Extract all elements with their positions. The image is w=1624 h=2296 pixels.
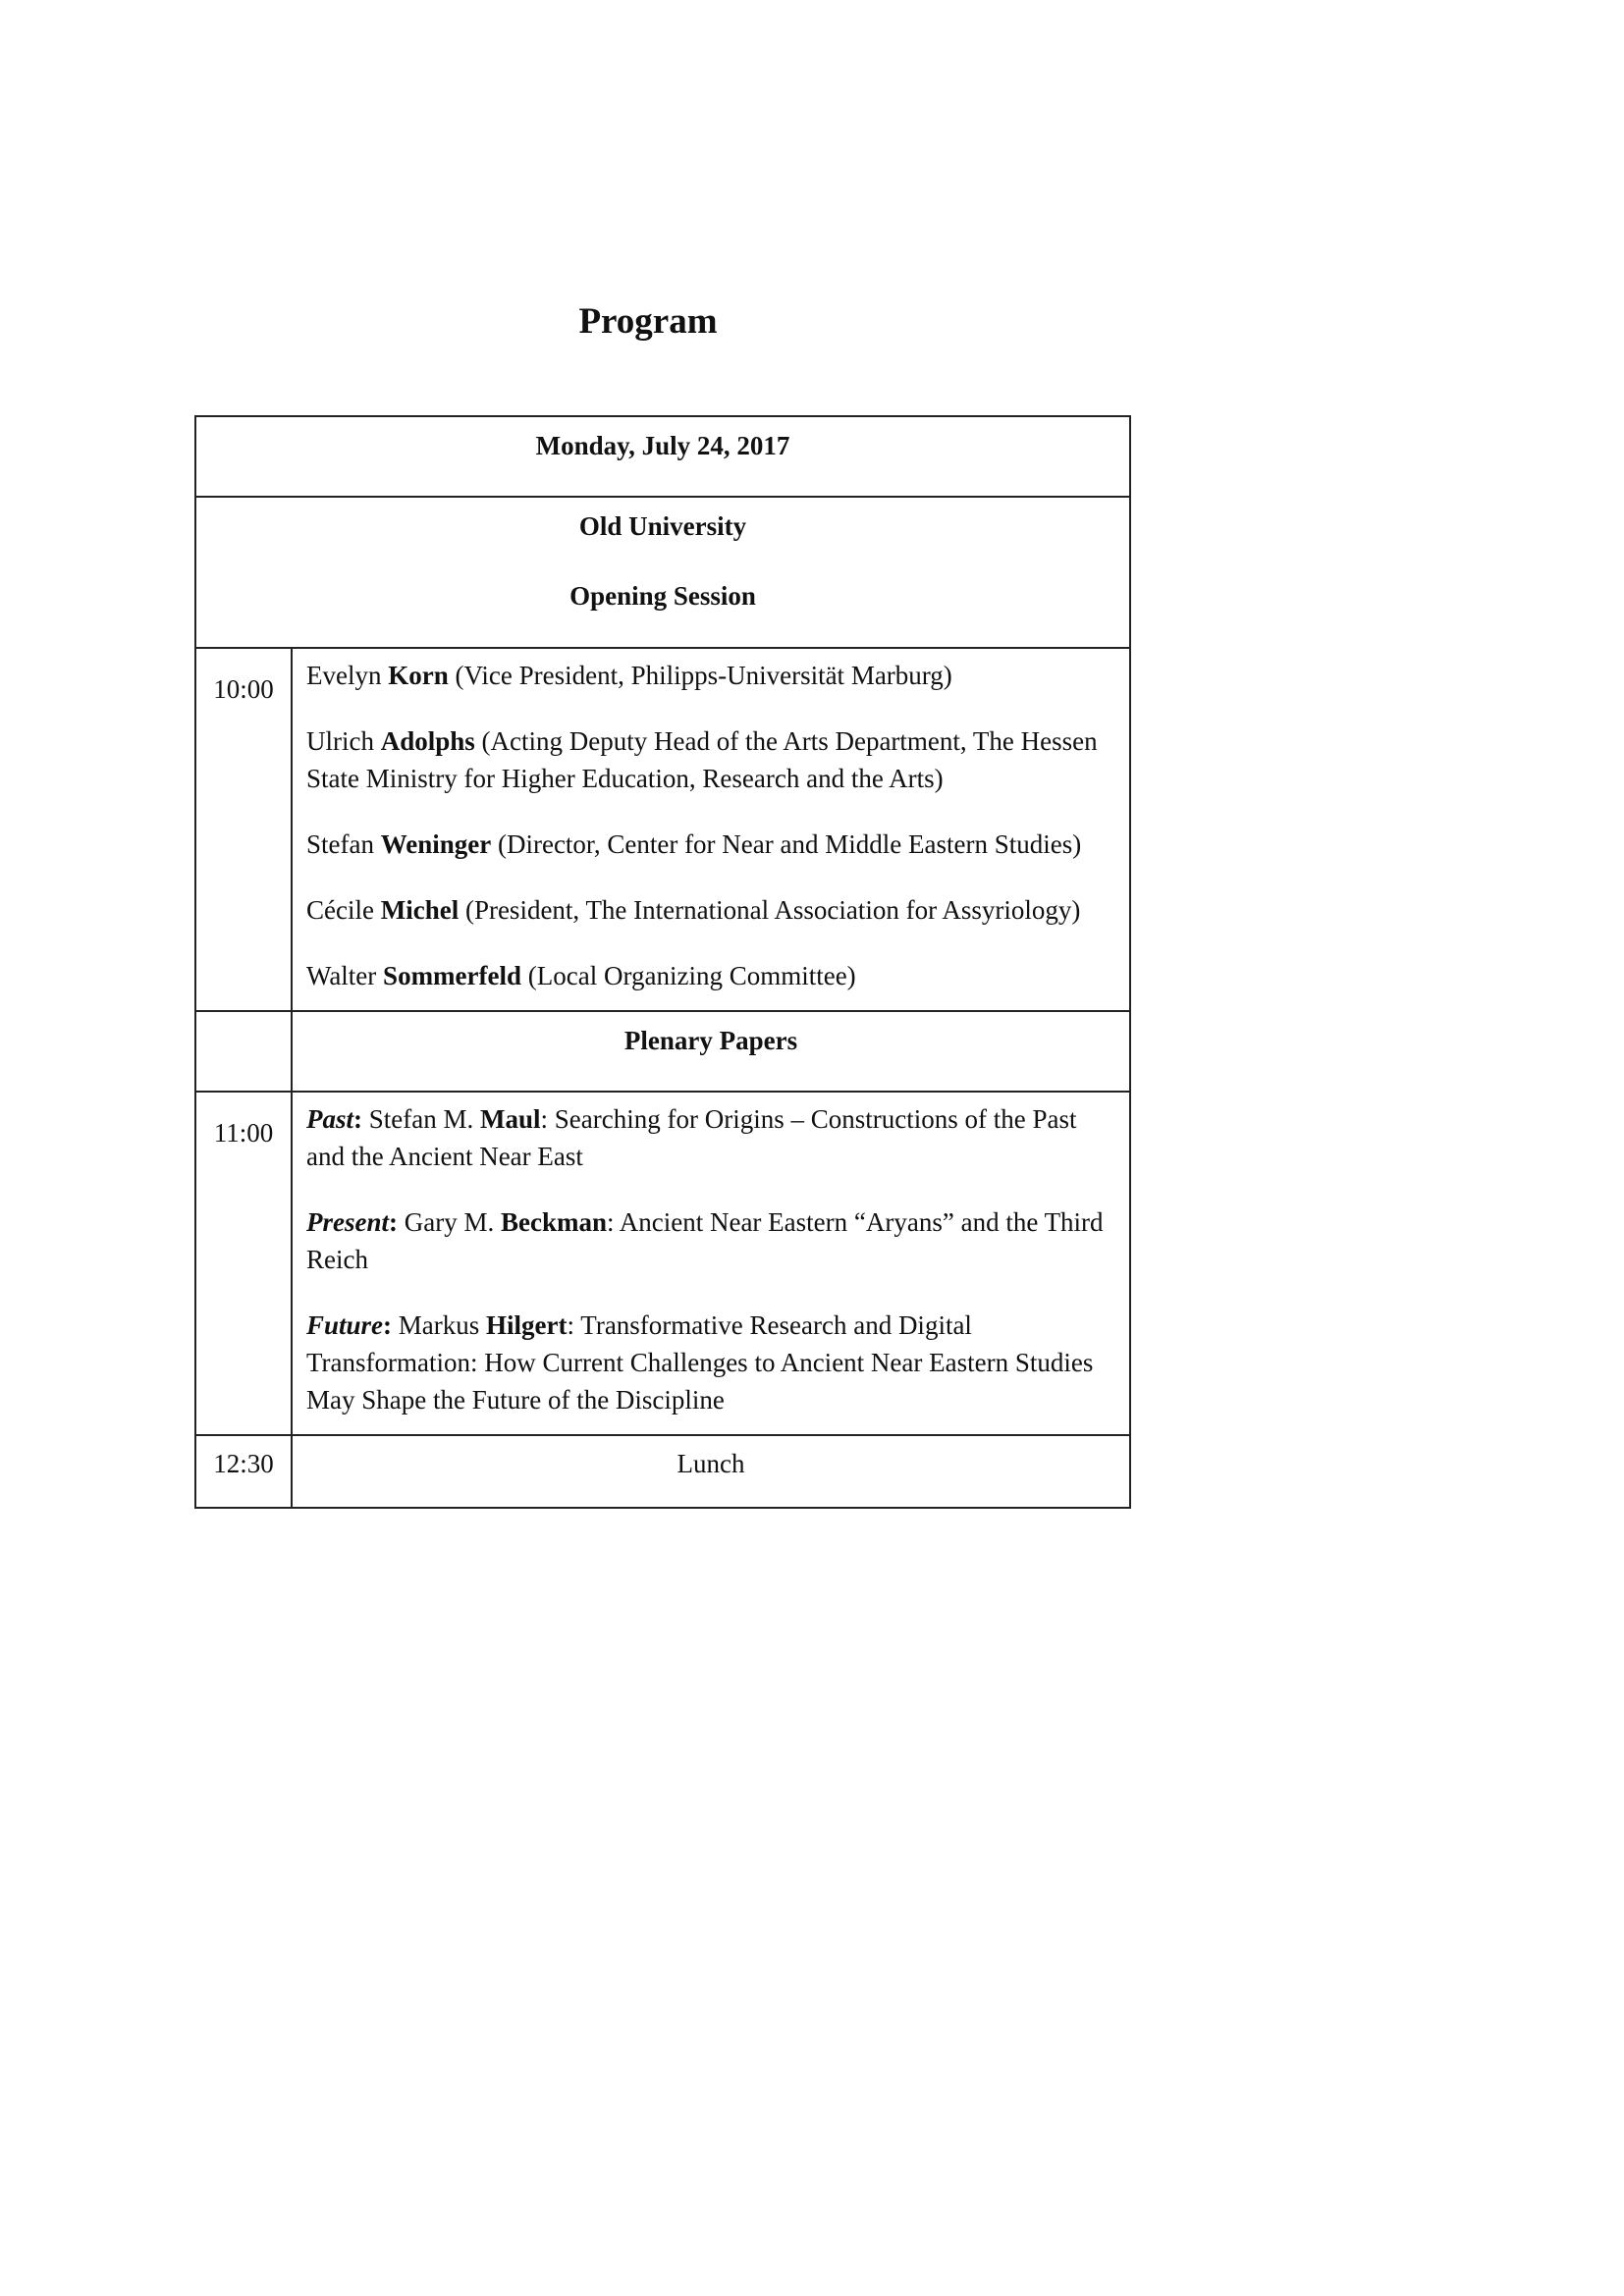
paper-entry: Future: Markus Hilgert: Transformative Research and Digital Transformation: How Current Challenges to Ancient Near Eastern Studies May Shape the Future of the Discipline bbox=[306, 1310, 1094, 1415]
venue-row bbox=[195, 497, 1130, 648]
session-name: Opening Session bbox=[569, 581, 756, 611]
speaker-entry: Stefan Weninger (Director, Center for Near and Middle Eastern Studies) bbox=[306, 829, 1082, 859]
paper-entry: Present: Gary M. Beckman: Ancient Near Eastern “Aryans” and the Third Reich bbox=[306, 1207, 1104, 1274]
lunch-time: 12:30 bbox=[195, 1435, 292, 1508]
speaker-entry: Evelyn Korn (Vice President, Philipps-Universität Marburg) bbox=[306, 661, 952, 690]
program-table bbox=[194, 415, 1131, 1509]
plenary-papers bbox=[292, 1092, 1130, 1435]
blank-time-cell bbox=[195, 1011, 292, 1092]
page-title: Program bbox=[578, 301, 718, 342]
opening-speakers bbox=[292, 648, 1130, 1011]
venue-name: Old University bbox=[578, 511, 747, 541]
plenary-heading: Plenary Papers bbox=[292, 1011, 1130, 1092]
lunch-label: Lunch bbox=[292, 1435, 1130, 1508]
plenary-row bbox=[195, 1092, 1130, 1435]
speaker-entry: Walter Sommerfeld (Local Organizing Committee) bbox=[306, 961, 856, 990]
opening-row bbox=[195, 648, 1130, 1011]
paper-entry: Past: Stefan M. Maul: Searching for Origins – Constructions of the Past and the Ancient Near East bbox=[306, 1104, 1077, 1171]
speaker-entry: Ulrich Adolphs (Acting Deputy Head of the Arts Department, The Hessen State Ministry for Higher Education, Research and the Arts) bbox=[306, 726, 1098, 793]
venue-heading bbox=[195, 497, 1130, 648]
lunch-row bbox=[195, 1435, 1130, 1508]
speaker-entry: Cécile Michel (President, The International Association for Assyriology) bbox=[306, 895, 1081, 925]
plenary-time: 11:00 bbox=[195, 1092, 292, 1435]
plenary-heading-row bbox=[195, 1011, 1130, 1092]
day-heading: Monday, July 24, 2017 bbox=[195, 416, 1130, 497]
day-row bbox=[195, 416, 1130, 497]
opening-time: 10:00 bbox=[195, 648, 292, 1011]
